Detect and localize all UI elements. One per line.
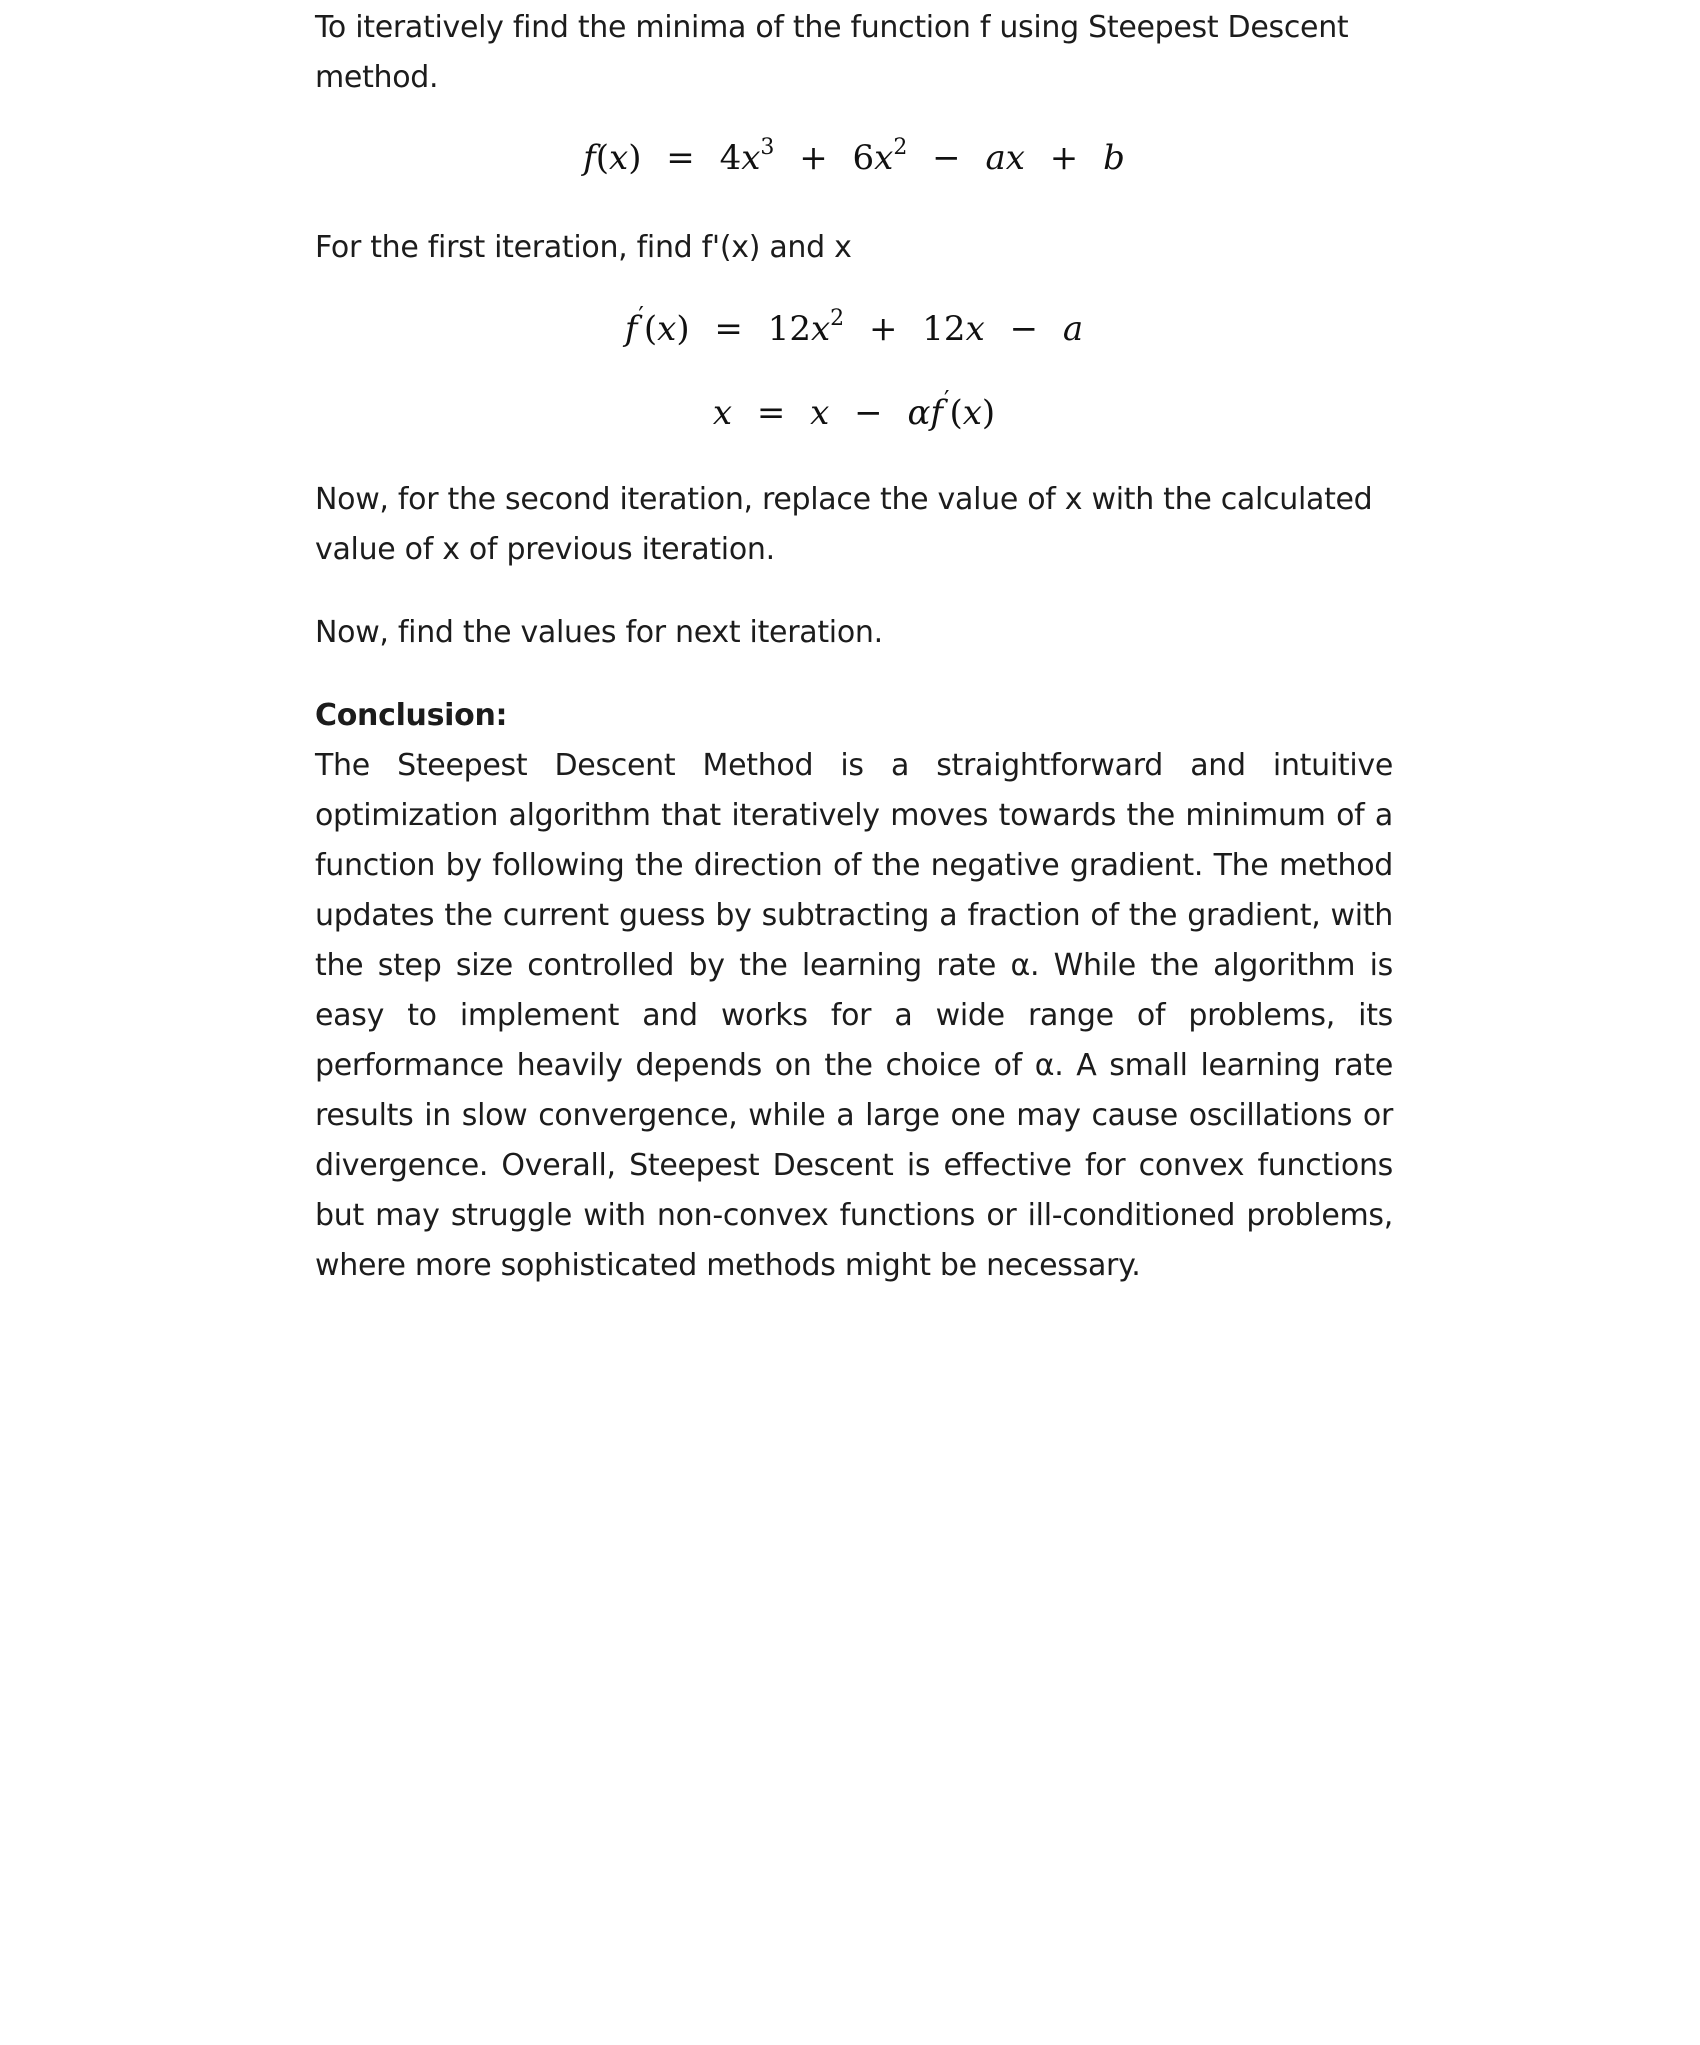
eq-plus: + [868,309,898,349]
eq-x: x [810,309,831,349]
eq-a: a [1062,309,1084,349]
eq-x: x [874,138,894,178]
eq-coef-4: 4 [719,138,742,178]
eq-minus: − [932,138,961,178]
eq-x: x [657,309,677,349]
eq-lparen: ( [595,138,609,178]
eq-lparen: ( [949,393,963,433]
second-iteration-paragraph: Now, for the second iteration, replace the value of x with the calculated value of x of previous iteration. [315,482,1373,567]
eq-rparen: ) [628,138,642,178]
eq-f: f [583,138,596,178]
eq-x: x [1005,138,1025,178]
equation-derivative [315,302,1393,349]
eq-plus: + [1049,138,1079,178]
eq-alpha: α [907,393,931,433]
eq-power-2: 2 [830,306,845,331]
eq-x: x [609,138,629,178]
eq-x: x [962,393,982,433]
eq-equals: = [756,393,786,433]
first-iteration-paragraph: For the first iteration, find f'(x) and x [315,230,852,265]
eq-rparen: ) [676,309,690,349]
eq-equals: = [714,309,743,349]
eq-power-3: 3 [760,135,775,160]
eq-plus: + [799,138,828,178]
eq-x: x [810,393,830,433]
eq-power-2: 2 [893,135,908,160]
eq-x: x [712,393,732,433]
conclusion-heading: Conclusion: [315,698,508,733]
next-iteration-paragraph: Now, find the values for next iteration. [315,615,883,650]
conclusion-paragraph: The Steepest Descent Method is a straightforward and intuitive optimization algorithm that iteratively moves towards the minimum of a function by following the direction of the negative gradient. The method updates the current guess by subtracting a fraction of the gradient, with the step size controlled by the learning rate α. While the algorithm is easy to implement and works for a wide range of problems, its performance heavily depends on the choice of α. A small learning rate results in slow convergence, while a large one may cause oscillations or divergence. Overall, Steepest Descent is effective for convex functions but may struggle with non-convex functions or ill-conditioned problems, where more sophisticated methods might be necessary. [315,748,1393,1283]
equation-function [315,135,1393,178]
eq-equals: = [666,138,695,178]
eq-b: b [1103,138,1125,178]
eq-coef-12: 12 [922,309,966,349]
eq-coef-6: 6 [852,138,875,178]
eq-f: f [930,393,943,433]
eq-minus: − [1009,309,1039,349]
eq-prime: ′ [638,302,644,330]
eq-minus: − [854,393,883,433]
eq-prime: ′ [944,386,950,414]
eq-f: f [624,309,638,349]
eq-coef-12: 12 [767,309,811,349]
eq-x: x [965,309,985,349]
eq-a: a [985,138,1006,178]
intro-paragraph: To iteratively find the minima of the function f using Steepest Descent method. [315,10,1349,95]
eq-x: x [741,138,761,178]
eq-lparen: ( [643,309,658,349]
eq-rparen: ) [981,393,996,433]
equation-update-rule [315,386,1393,433]
